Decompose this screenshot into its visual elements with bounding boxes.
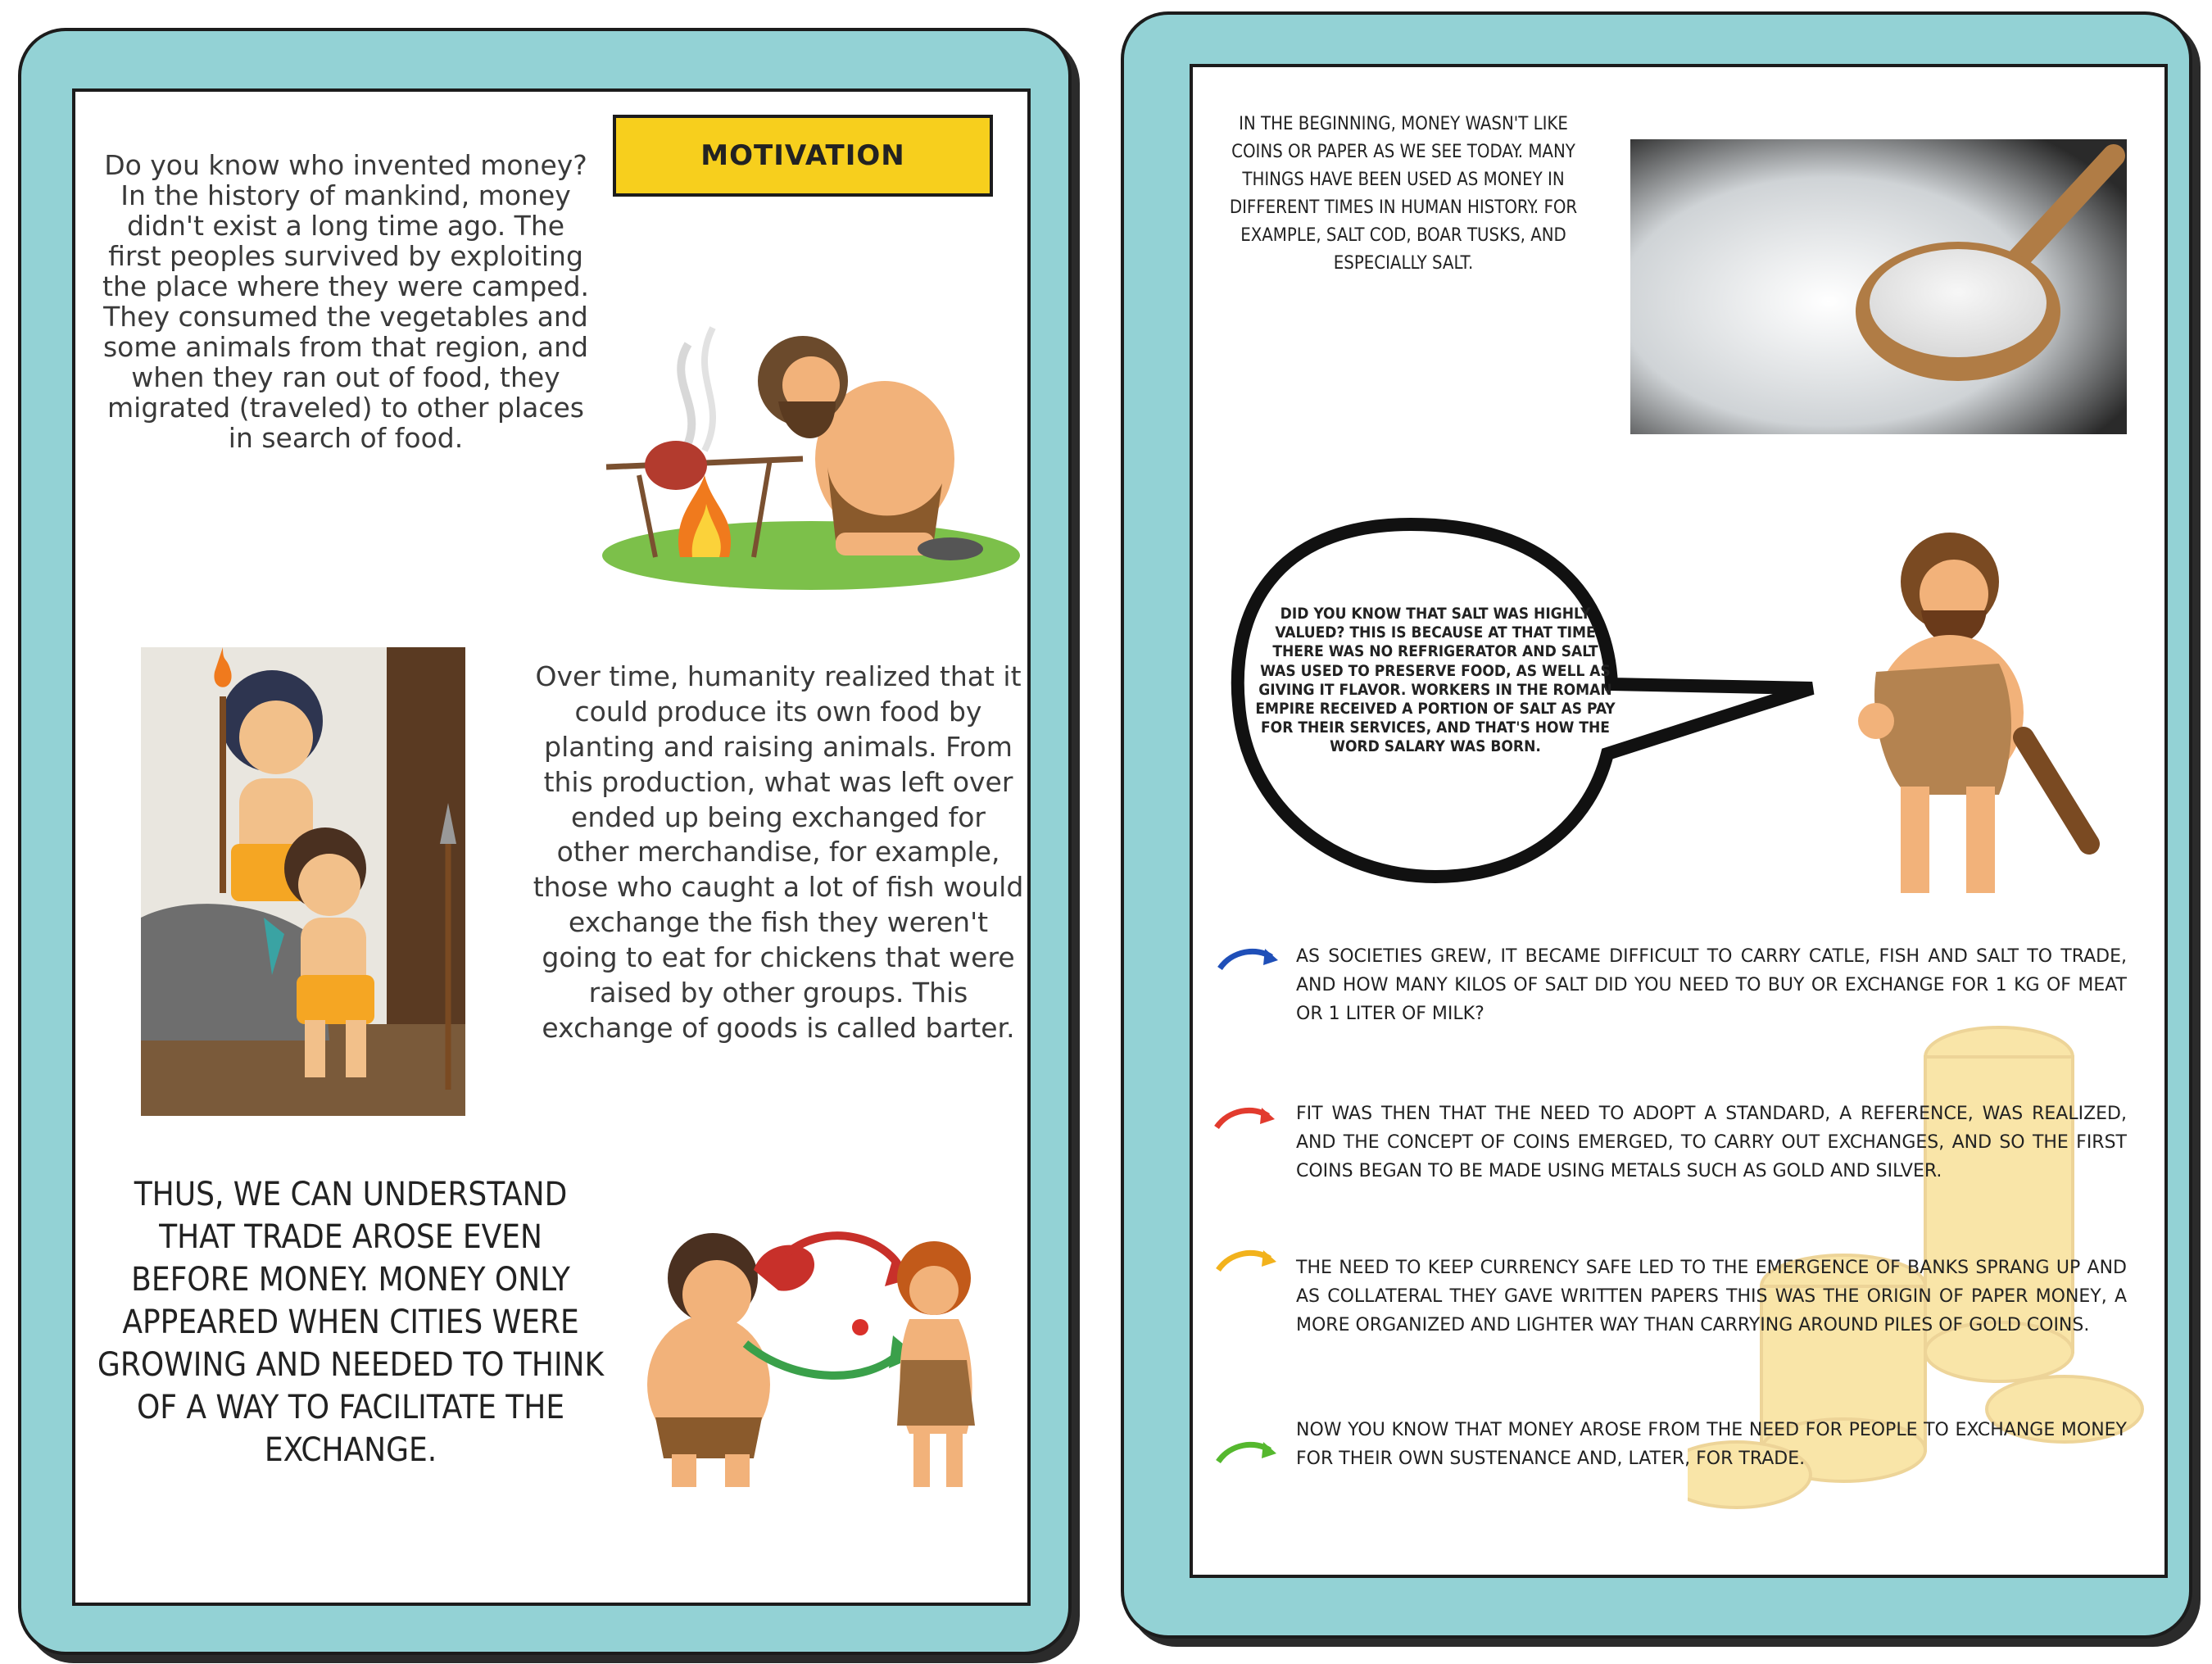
salt-spoon-photo xyxy=(1630,139,2127,434)
salt-text: IN THE BEGINNING, MONEY WASN'T LIKE COINS OR PAPER AS WE SEE TODAY. MANY THINGS HAVE BEEN USED AS MONEY IN DIFFERENT TIMES IN HUMAN HISTORY. FOR EXAMPLE, SALT COD, BOAR TUSKS, AND ESPECIALLY SALT. xyxy=(1229,114,1578,274)
bullet-text-3: THE NEED TO KEEP CURRENCY SAFE LED TO THE EMERGENCE OF BANKS SPRANG UP AND AS COLLATERAL THEY GAVE WRITTEN PAPERS THIS WAS THE ORIGIN OF PAPER MONEY, A MORE ORGANIZED AND LIGHTER WAY THAN CARRYING AROUND PILES OF GOLD COINS. xyxy=(1296,1258,2127,1336)
bullet-text-4: NOW YOU KNOW THAT MONEY AROSE FROM THE NEED FOR PEOPLE TO EXCHANGE MONEY FOR THEIR OWN SUSTENANCE AND, LATER, FOR TRADE. xyxy=(1296,1420,2127,1470)
intro-text: Do you know who invented money? In the history of mankind, money didn't exist a long time ago. The first peoples survived by exploiting the place where they were camped. They consumed the vegetables and some animals from that region, and when they ran out of food, they migrated (traveled) to other places in search of food. xyxy=(102,149,590,454)
red-arrow-icon xyxy=(1213,1101,1278,1134)
caveman-with-club-illustration xyxy=(1819,524,2130,909)
bullet-text-2: FIT WAS THEN THAT THE NEED TO ADOPT A STANDARD, A REFERENCE, WAS REALIZED, AND THE CONCEPT OF COINS EMERGED, TO CARRY OUT EXCHANGES, AND SO THE FIRST COINS BEGAN TO BE MADE USING METALS SUCH AS GOLD AND SILVER. xyxy=(1296,1104,2127,1182)
two-cavemen-illustration xyxy=(141,647,465,1116)
caveman-cooking-illustration xyxy=(590,295,1032,598)
conclusion-text: THUS, WE CAN UNDERSTAND THAT TRADE AROSE EVEN BEFORE MONEY. MONEY ONLY APPEARED WHEN CITIES WERE GROWING AND NEEDED TO THINK OF A WAY TO FACILITATE THE EXCHANGE. xyxy=(97,1176,605,1469)
speech-text: DID YOU KNOW THAT SALT WAS HIGHLY VALUED? THIS IS BECAUSE AT THAT TIME THERE WAS NO REFRIGERATOR AND SALT WAS USED TO PRESERVE FOOD, AS WELL AS GIVING IT FLAVOR. WORKERS IN THE ROMAN EMPIRE RECEIVED A PORTION OF SALT AS PAY FOR THEIR SERVICES, AND THAT'S HOW THE WORD SALARY WAS BORN. xyxy=(1255,605,1616,756)
barter-text: Over time, humanity realized that it could produce its own food by planting and raising animals. From this production, what was left over ended up being exchanged for other merchandise, for example, those who caught a lot of fish would exchange the fish they weren't going to eat for chickens that were raised by other groups. This exchange of goods is called barter. xyxy=(533,660,1024,1044)
yellow-arrow-icon xyxy=(1214,1244,1280,1276)
trade-cavemen-illustration xyxy=(623,1221,1008,1491)
green-arrow-icon xyxy=(1214,1435,1280,1468)
motivation-badge: MOTIVATION xyxy=(613,115,993,197)
blue-arrow-icon xyxy=(1216,942,1281,975)
bullet-text-1: AS SOCIETIES GREW, IT BECAME DIFFICULT TO CARRY CATLE, FISH AND SALT TO TRADE, AND HOW MANY KILOS OF SALT DID YOU NEED TO BUY OR EXCHANGE FOR 1 KG OF MEAT OR 1 LITER OF MILK? xyxy=(1296,946,2127,1025)
